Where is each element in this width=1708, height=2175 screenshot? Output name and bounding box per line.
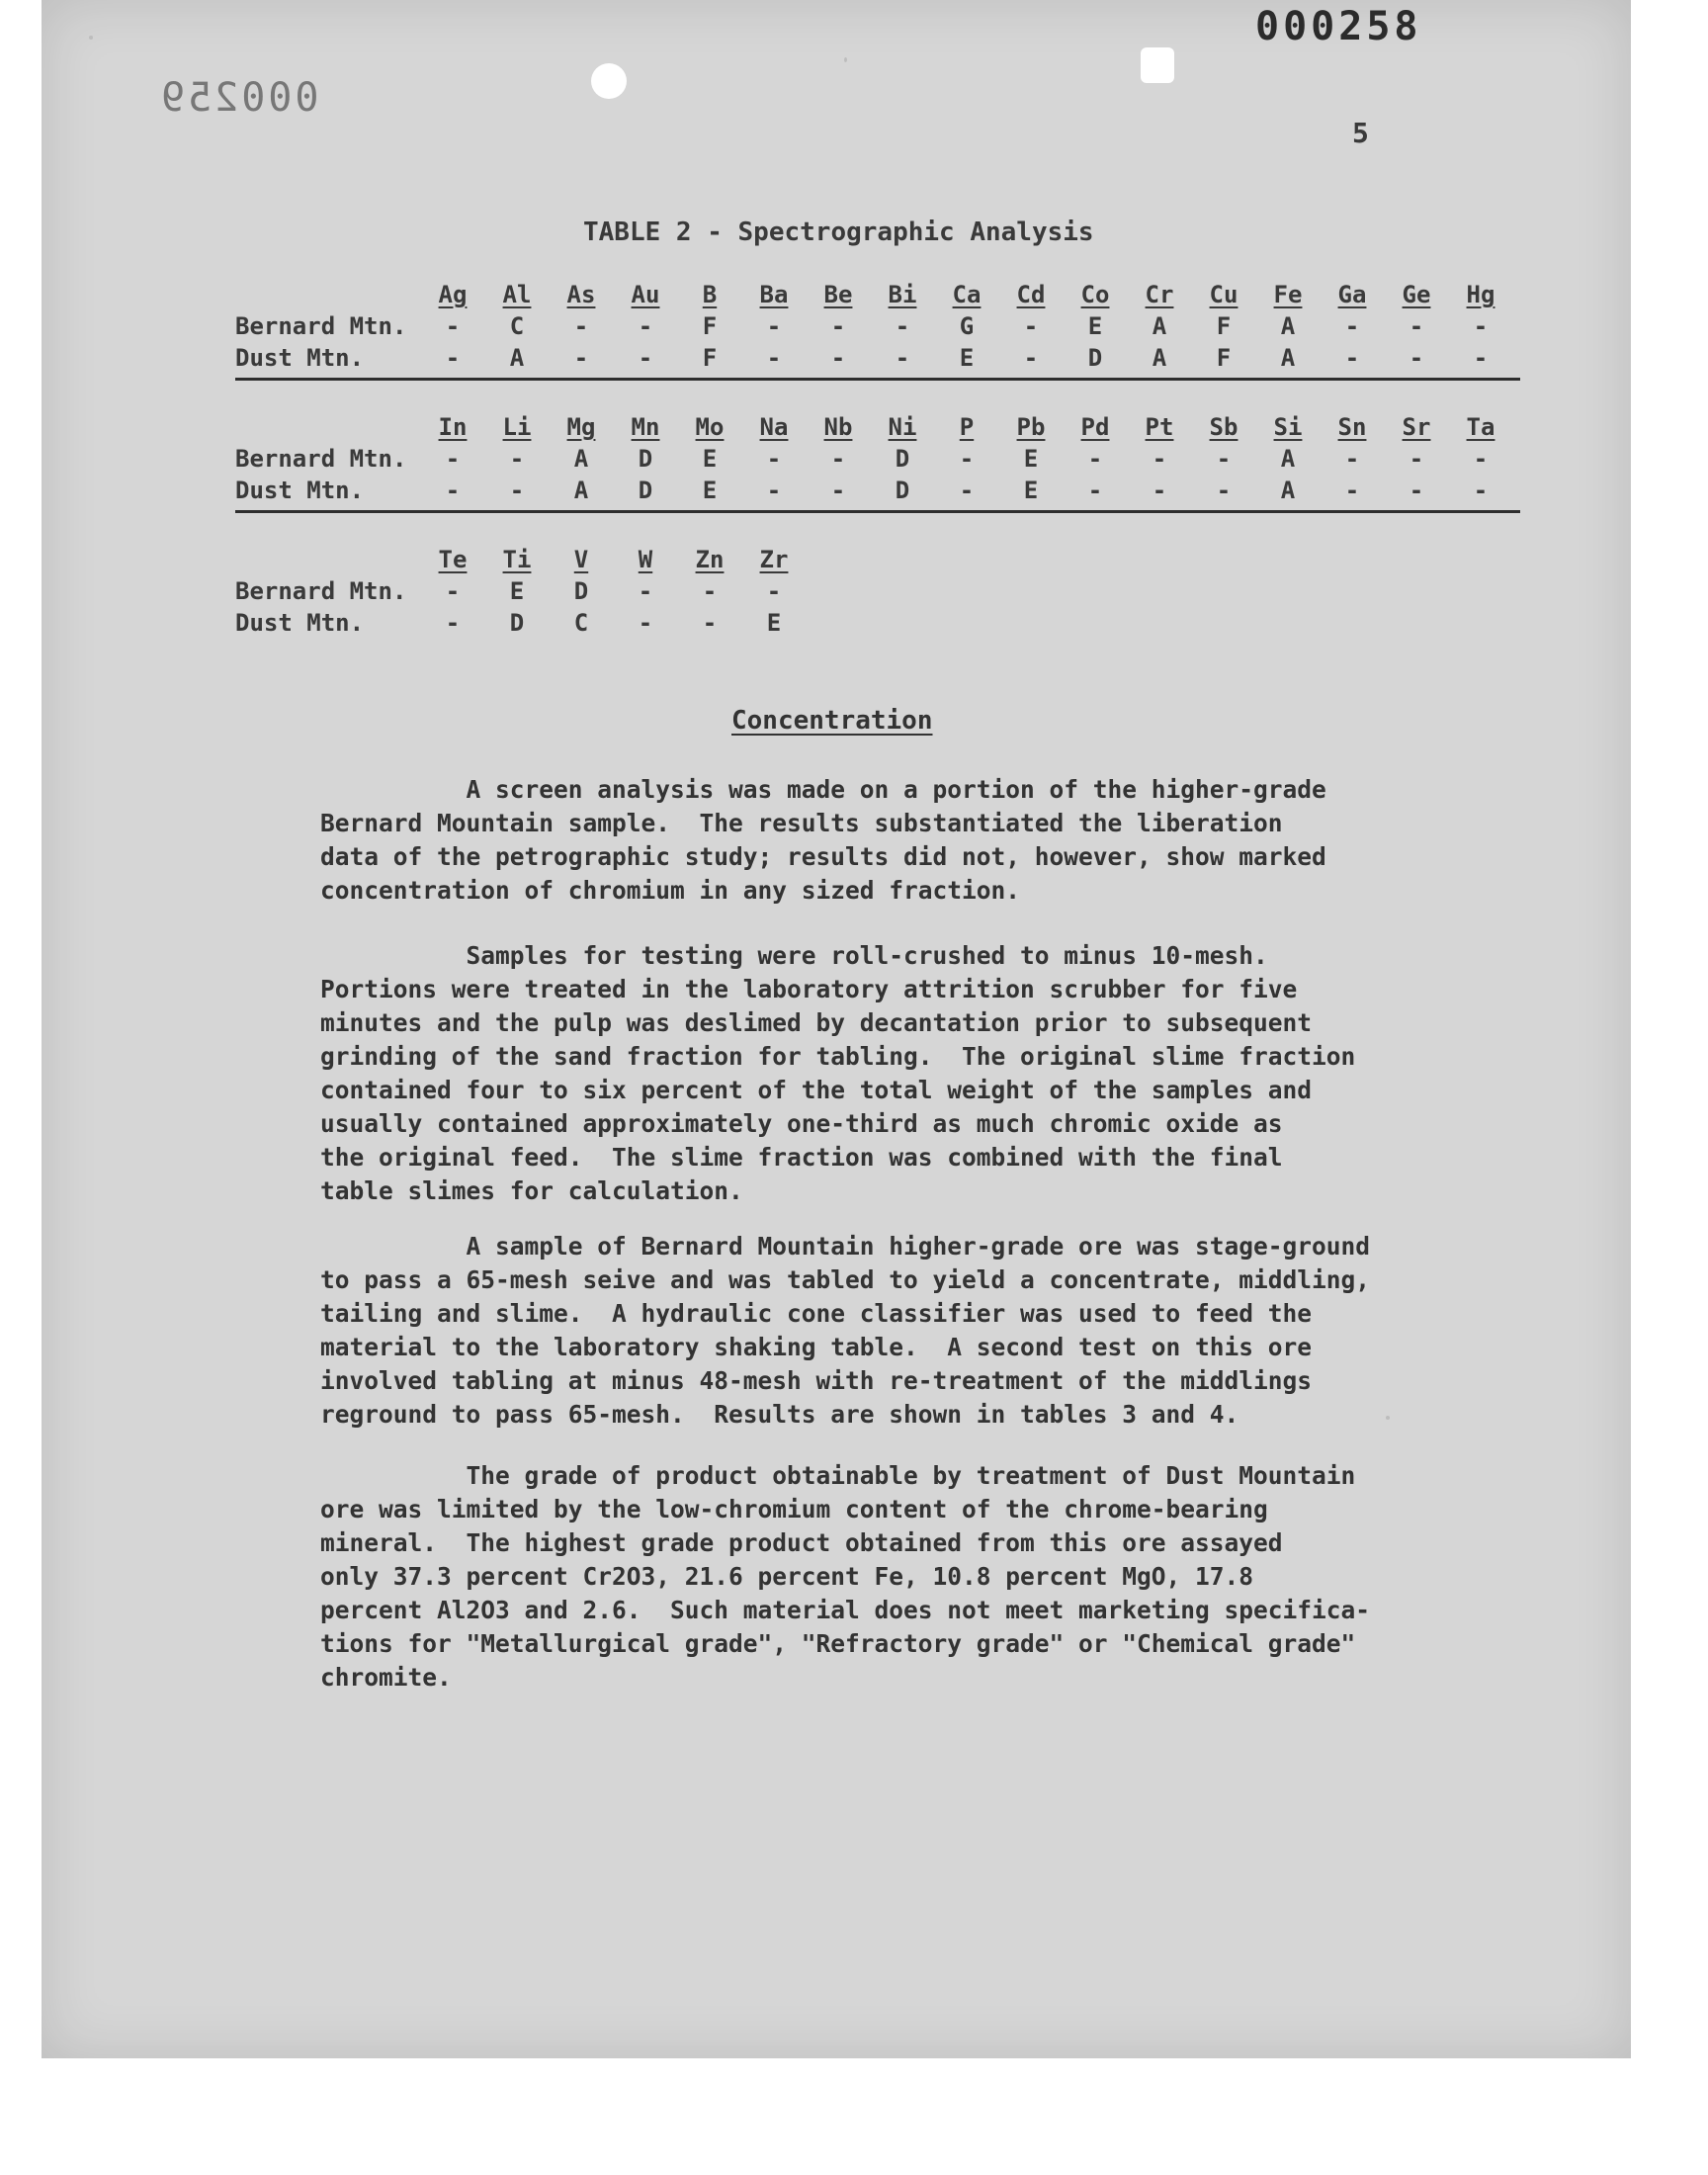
element-symbol: Na [759, 413, 789, 441]
spectro-value: D [573, 577, 589, 605]
element-symbol: Mn [631, 413, 660, 441]
spectro-value: - [1087, 445, 1103, 473]
spectro-value: - [445, 445, 461, 473]
spectro-value: - [1409, 312, 1424, 340]
spectro-value: E [702, 477, 718, 504]
element-symbol: Be [823, 281, 853, 308]
element-symbol: Ag [438, 281, 468, 308]
spectro-value: A [573, 477, 589, 504]
element-symbol: Ti [502, 546, 532, 573]
spectro-value: E [702, 445, 718, 473]
spectro-value: - [573, 312, 589, 340]
dust-mtn-row [235, 344, 1540, 376]
spectro-value: - [445, 577, 461, 605]
element-symbol: Sb [1209, 413, 1238, 441]
spectro-value: - [1216, 445, 1232, 473]
table-rule [235, 510, 1520, 513]
element-symbol: W [638, 546, 653, 573]
element-header-row [235, 281, 1540, 312]
spectro-value: - [1344, 344, 1360, 372]
spec-table-block-2 [235, 413, 1540, 508]
element-symbol: Sn [1337, 413, 1367, 441]
spectro-value: - [1023, 312, 1039, 340]
element-symbol: B [702, 281, 718, 308]
element-symbol: Mg [566, 413, 596, 441]
spectro-value: E [766, 609, 782, 637]
spectro-value: C [509, 312, 525, 340]
spectro-value: E [1023, 445, 1039, 473]
spectro-value: A [509, 344, 525, 372]
spectro-value: A [1152, 312, 1167, 340]
spectro-value: E [1023, 477, 1039, 504]
bernard-mtn-row [235, 445, 1540, 477]
element-symbol: As [566, 281, 596, 308]
table-title: TABLE 2 - Spectrographic Analysis [583, 218, 1094, 247]
spectro-value: - [959, 477, 975, 504]
element-header-row [235, 413, 1540, 445]
row-label: Dust Mtn. [235, 344, 365, 372]
element-symbol: Au [631, 281, 660, 308]
spec-table-block-1 [235, 281, 1540, 376]
spectro-value: - [895, 344, 910, 372]
paragraph: The grade of product obtainable by treatment of Dust Mountain ore was limited by the low-chromium content of the chrome-bearing mineral. The highest grade product obtained from this ore assayed only 37.3 percent Cr2O3, 21.6 percent Fe, 10.8 percent MgO, 17.8 percent Al2O3 and 2.6. Such material does not meet marketing specifica- tions for "Metallurgical grade", "Refractory grade" or "Chemical grade" chromite. [320, 1461, 1371, 1692]
element-symbol: Mo [695, 413, 725, 441]
element-symbol: Cr [1145, 281, 1174, 308]
element-symbol: Pt [1145, 413, 1174, 441]
paragraph: A screen analysis was made on a portion of the higher-grade Bernard Mountain sample. The results substantiated the liberation data of the petrographic study; results did not, however, show marked concentration of chromium in any sized fraction. [320, 775, 1326, 905]
table-rule [235, 378, 1520, 381]
bernard-mtn-row [235, 577, 1540, 609]
paragraph: A sample of Bernard Mountain higher-grade ore was stage-ground to pass a 65-mesh seive and was tabled to yield a concentrate, middling, tailing and slime. A hydraulic cone classifier was used to feed the material to the laboratory shaking table. A second test on this ore involved tabling at minus 48-mesh with re-treatment of the middlings reground to pass 65-mesh. Results are shown in tables 3 and 4. [320, 1232, 1371, 1429]
spectro-value: D [509, 609, 525, 637]
spectro-value: - [445, 312, 461, 340]
spectro-value: - [830, 344, 846, 372]
spectro-value: - [830, 477, 846, 504]
spectro-value: - [1344, 477, 1360, 504]
spectro-value: F [1216, 312, 1232, 340]
spectro-value: A [1280, 344, 1296, 372]
spectro-value: - [1473, 344, 1489, 372]
spectro-value: - [1152, 477, 1167, 504]
spectro-value: - [509, 445, 525, 473]
row-label: Dust Mtn. [235, 477, 365, 504]
speck [89, 36, 93, 40]
element-symbol: Ba [759, 281, 789, 308]
element-symbol: Li [502, 413, 532, 441]
element-symbol: Te [438, 546, 468, 573]
element-symbol: Ga [1337, 281, 1367, 308]
spectro-value: - [702, 577, 718, 605]
row-label: Dust Mtn. [235, 609, 365, 637]
spectro-value: - [1473, 477, 1489, 504]
element-symbol: Bi [888, 281, 917, 308]
spectro-value: - [1473, 445, 1489, 473]
element-symbol: Zr [759, 546, 789, 573]
bernard-mtn-row [235, 312, 1540, 344]
spectro-value: - [638, 312, 653, 340]
spectro-value: - [1409, 477, 1424, 504]
spec-table-block-3 [235, 546, 1540, 641]
spectro-value: E [1087, 312, 1103, 340]
spectro-value: F [1216, 344, 1232, 372]
element-symbol: Ni [888, 413, 917, 441]
spectro-value: - [445, 344, 461, 372]
row-label: Bernard Mtn. [235, 445, 407, 473]
spectro-value: - [766, 477, 782, 504]
spectro-value: - [1344, 445, 1360, 473]
speck [844, 57, 847, 62]
spectro-value: E [959, 344, 975, 372]
spectro-value: - [1087, 477, 1103, 504]
spectro-value: G [959, 312, 975, 340]
element-symbol: V [573, 546, 589, 573]
spectro-value: A [1280, 312, 1296, 340]
element-symbol: Hg [1466, 281, 1495, 308]
element-symbol: P [959, 413, 975, 441]
spectro-value: F [702, 312, 718, 340]
spectro-value: - [638, 609, 653, 637]
spectro-value: D [638, 445, 653, 473]
bates-number-stamp: 000258 [1255, 4, 1422, 49]
spectro-value: - [445, 609, 461, 637]
spectro-value: D [1087, 344, 1103, 372]
spectro-value: - [638, 344, 653, 372]
spectro-value: - [830, 445, 846, 473]
spectro-value: - [830, 312, 846, 340]
spectro-value: - [573, 344, 589, 372]
dust-mtn-row [235, 609, 1540, 641]
spectro-value: - [895, 312, 910, 340]
spectro-value: D [895, 477, 910, 504]
spectro-value: - [509, 477, 525, 504]
punch-hole-square [1141, 47, 1174, 83]
spectro-value: A [573, 445, 589, 473]
spectro-value: - [1473, 312, 1489, 340]
spectro-value: - [1152, 445, 1167, 473]
element-symbol: Cu [1209, 281, 1238, 308]
element-symbol: In [438, 413, 468, 441]
element-symbol: Ca [952, 281, 982, 308]
element-symbol: Ta [1466, 413, 1495, 441]
spectro-value: C [573, 609, 589, 637]
spectro-value: - [766, 312, 782, 340]
spectro-value: - [445, 477, 461, 504]
section-heading: Concentration [731, 706, 933, 736]
row-label: Bernard Mtn. [235, 312, 407, 340]
spectro-value: A [1152, 344, 1167, 372]
element-symbol: Pd [1080, 413, 1110, 441]
element-symbol: Al [502, 281, 532, 308]
page-number: 5 [1352, 117, 1369, 149]
spectro-value: - [638, 577, 653, 605]
spectro-value: - [1023, 344, 1039, 372]
spectro-value: F [702, 344, 718, 372]
element-header-row [235, 546, 1540, 577]
element-symbol: Si [1273, 413, 1303, 441]
dust-mtn-row [235, 477, 1540, 508]
element-symbol: Zn [695, 546, 725, 573]
spectro-value: - [702, 609, 718, 637]
spectro-value: - [1216, 477, 1232, 504]
mirrored-bates-stamp: 000259 [158, 75, 319, 121]
spectro-value: - [1409, 344, 1424, 372]
element-symbol: Fe [1273, 281, 1303, 308]
spectro-value: - [766, 344, 782, 372]
spectro-value: - [1344, 312, 1360, 340]
spectro-value: E [509, 577, 525, 605]
element-symbol: Cd [1016, 281, 1046, 308]
punch-hole-round [591, 63, 627, 99]
element-symbol: Sr [1402, 413, 1431, 441]
spectro-value: D [638, 477, 653, 504]
spectro-value: A [1280, 445, 1296, 473]
element-symbol: Co [1080, 281, 1110, 308]
paragraph: Samples for testing were roll-crushed to minus 10-mesh. Portions were treated in the laboratory attrition scrubber for five minutes and the pulp was deslimed by decantation prior to subsequent grinding of the sand fraction for tabling. The original slime fraction contained four to six percent of the total weight of the samples and usually contained approximately one-third as much chromic oxide as the original feed. The slime fraction was combined with the final table slimes for calculation. [320, 941, 1356, 1205]
row-label: Bernard Mtn. [235, 577, 407, 605]
spectro-value: - [766, 445, 782, 473]
spectro-value: D [895, 445, 910, 473]
element-symbol: Ge [1402, 281, 1431, 308]
element-symbol: Pb [1016, 413, 1046, 441]
spectro-value: A [1280, 477, 1296, 504]
spectro-value: - [766, 577, 782, 605]
spectro-value: - [1409, 445, 1424, 473]
element-symbol: Nb [823, 413, 853, 441]
spectro-value: - [959, 445, 975, 473]
